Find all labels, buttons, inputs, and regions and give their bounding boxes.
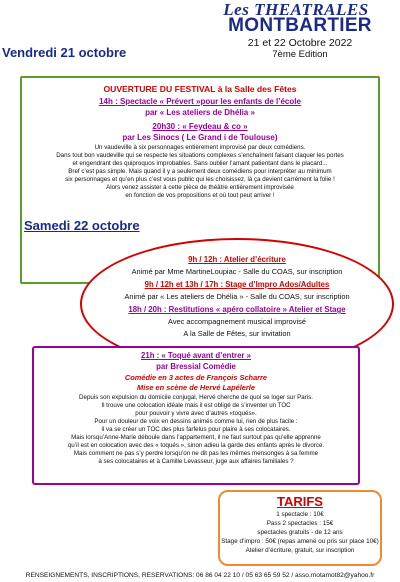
saturday-desc-line: Pour un douleur de voix en dessins animés comme lui, rien de plus facile : — [94, 418, 298, 425]
festival-edition: 7ème Edition — [272, 49, 328, 60]
saturday-desc-line: qu’il est en colocation avec des « toqués », sinon adieu la garde des enfants après le divorce. — [67, 442, 325, 449]
friday-opening-title: OUVERTURE DU FESTIVAL à la Salle des Fêtes — [103, 84, 297, 94]
saturday-show-author: Comédie en 3 actes de François Scharre — [124, 373, 268, 382]
saturday-desc-line: Depuis son expulsion du domicile conjugal, Hervé cherche de quoi se loger sur Paris. — [79, 394, 313, 401]
festival-dates: 21 et 22 Octobre 2022 — [247, 37, 353, 49]
saturday-desc-line: Il trouve une colocation idéale mais il est obligé de s’inventer un TOC — [101, 402, 291, 409]
workshop-writing-info: Animé par Mme MartineLoupiac - Salle du COAS, sur inscription — [131, 267, 343, 276]
saturday-show-director: Mise en scène de Hervé Lapélerle — [137, 383, 255, 392]
saturday-desc-line: il va se créer un TOC des plus farfelus pour plaire à ses colocataires. — [101, 426, 291, 433]
tarifs-title: TARIFS — [277, 494, 323, 509]
friday-show1-line2: par « Les ateliers de Dhélia » — [145, 108, 255, 117]
friday-desc-line: Un vaudeville à six personnages entièrement improvisé par deux comédiens. — [94, 144, 306, 151]
saturday-desc-line: Mais comment ne pas s’y perdre lorsqu’on ne dit pas les mêmes mensonges à sa femme — [73, 450, 319, 457]
saturday-heading: Samedi 22 octobre — [24, 218, 140, 233]
festival-title-line2: MONTBARTIER — [228, 15, 372, 36]
friday-desc-line: et engendrant des quiproquos improbables. Sans oublier l’amant patientant dans le placard... — [72, 160, 328, 167]
tarif-line: 1 spectacle : 10€ — [276, 511, 324, 518]
workshop-impro-info: Animé par « Les ateliers de Dhélia » - Salle du COAS, sur inscription — [124, 292, 350, 301]
friday-show1-line1: 14h : Spectacle « Prévert »pour les enfants de l’école — [99, 97, 301, 106]
restitution-place: A la Salle de Fêtes, sur invitation — [183, 329, 291, 338]
friday-heading: Vendredi 21 octobre — [2, 45, 127, 60]
saturday-desc-line: pour pouvoir y vivre avec d’autres «toqués». — [135, 410, 257, 417]
saturday-desc-line: Mais lorsqu’Anne-Marie déboule dans l’appartement, il ne faut surtout pas qu’elle apprenne — [71, 434, 321, 441]
friday-desc-line: en fonction de vos propositions et où tout peut arriver ! — [125, 192, 275, 199]
friday-show2-line2: par Les Sinocs ( Le Grand i de Toulouse) — [122, 133, 278, 142]
tarifs-box — [218, 490, 382, 566]
saturday-show-box — [32, 346, 360, 485]
friday-desc-line: Dans tout bon vaudeville qui se respecte les situations complexes s’enchaînent faisant claquer les portes — [56, 152, 344, 159]
restitution-time: 18h / 20h : Restitutions « apéro collatoire » Atelier et Stage — [128, 305, 346, 314]
tarif-line: spectacles gratuits - de 12 ans — [257, 529, 343, 536]
friday-desc-line: six personnages et qu’en plus c’est vous public qui les choisissez, là ça devient carrément la folie ! — [65, 176, 335, 183]
workshop-writing-time: 9h / 12h : Atelier d’écriture — [188, 255, 286, 264]
saturday-show-company: par Bressial Comédie — [156, 362, 236, 371]
tarif-line: Stage d’impro : 50€ (repas amené ou pris sur place 10€) — [221, 538, 379, 545]
restitution-music: Avec accompagnement musical improvisé — [168, 317, 306, 326]
friday-show2-line1: 20h30 : « Feydeau & co » — [152, 122, 248, 131]
workshop-impro-time: 9h / 12h et 13h / 17h : Stage d’Impro Ados/Adultes — [144, 280, 330, 289]
saturday-show-title: 21h : « Toqué avant d’entrer » — [141, 351, 251, 360]
tarif-line: Pass 2 spectacles : 15€ — [266, 520, 334, 527]
friday-desc-line: Bref c’est pas simple. Mais quand il y a seulement deux comédiens pour interpréter au minimum — [68, 168, 332, 175]
friday-desc-line: Alors venez assister à cette pièce de théâtre entièrement improvisée — [106, 184, 294, 191]
saturday-desc-line: à ses colocataires et à Camille Levasseur, juge aux affaires familiales ? — [98, 458, 294, 465]
festival-title-line1: Les THEATRALES — [223, 0, 369, 19]
tarif-line: Atelier d’écriture, gratuit, sur inscription — [245, 547, 355, 554]
contact-footer: RENSEIGNEMENTS, INSCRIPTIONS, RESERVATIONS: 06 86 04 22 10 / 05 63 65 59 52 / asso.motamot82@yahoo.fr — [25, 572, 375, 579]
